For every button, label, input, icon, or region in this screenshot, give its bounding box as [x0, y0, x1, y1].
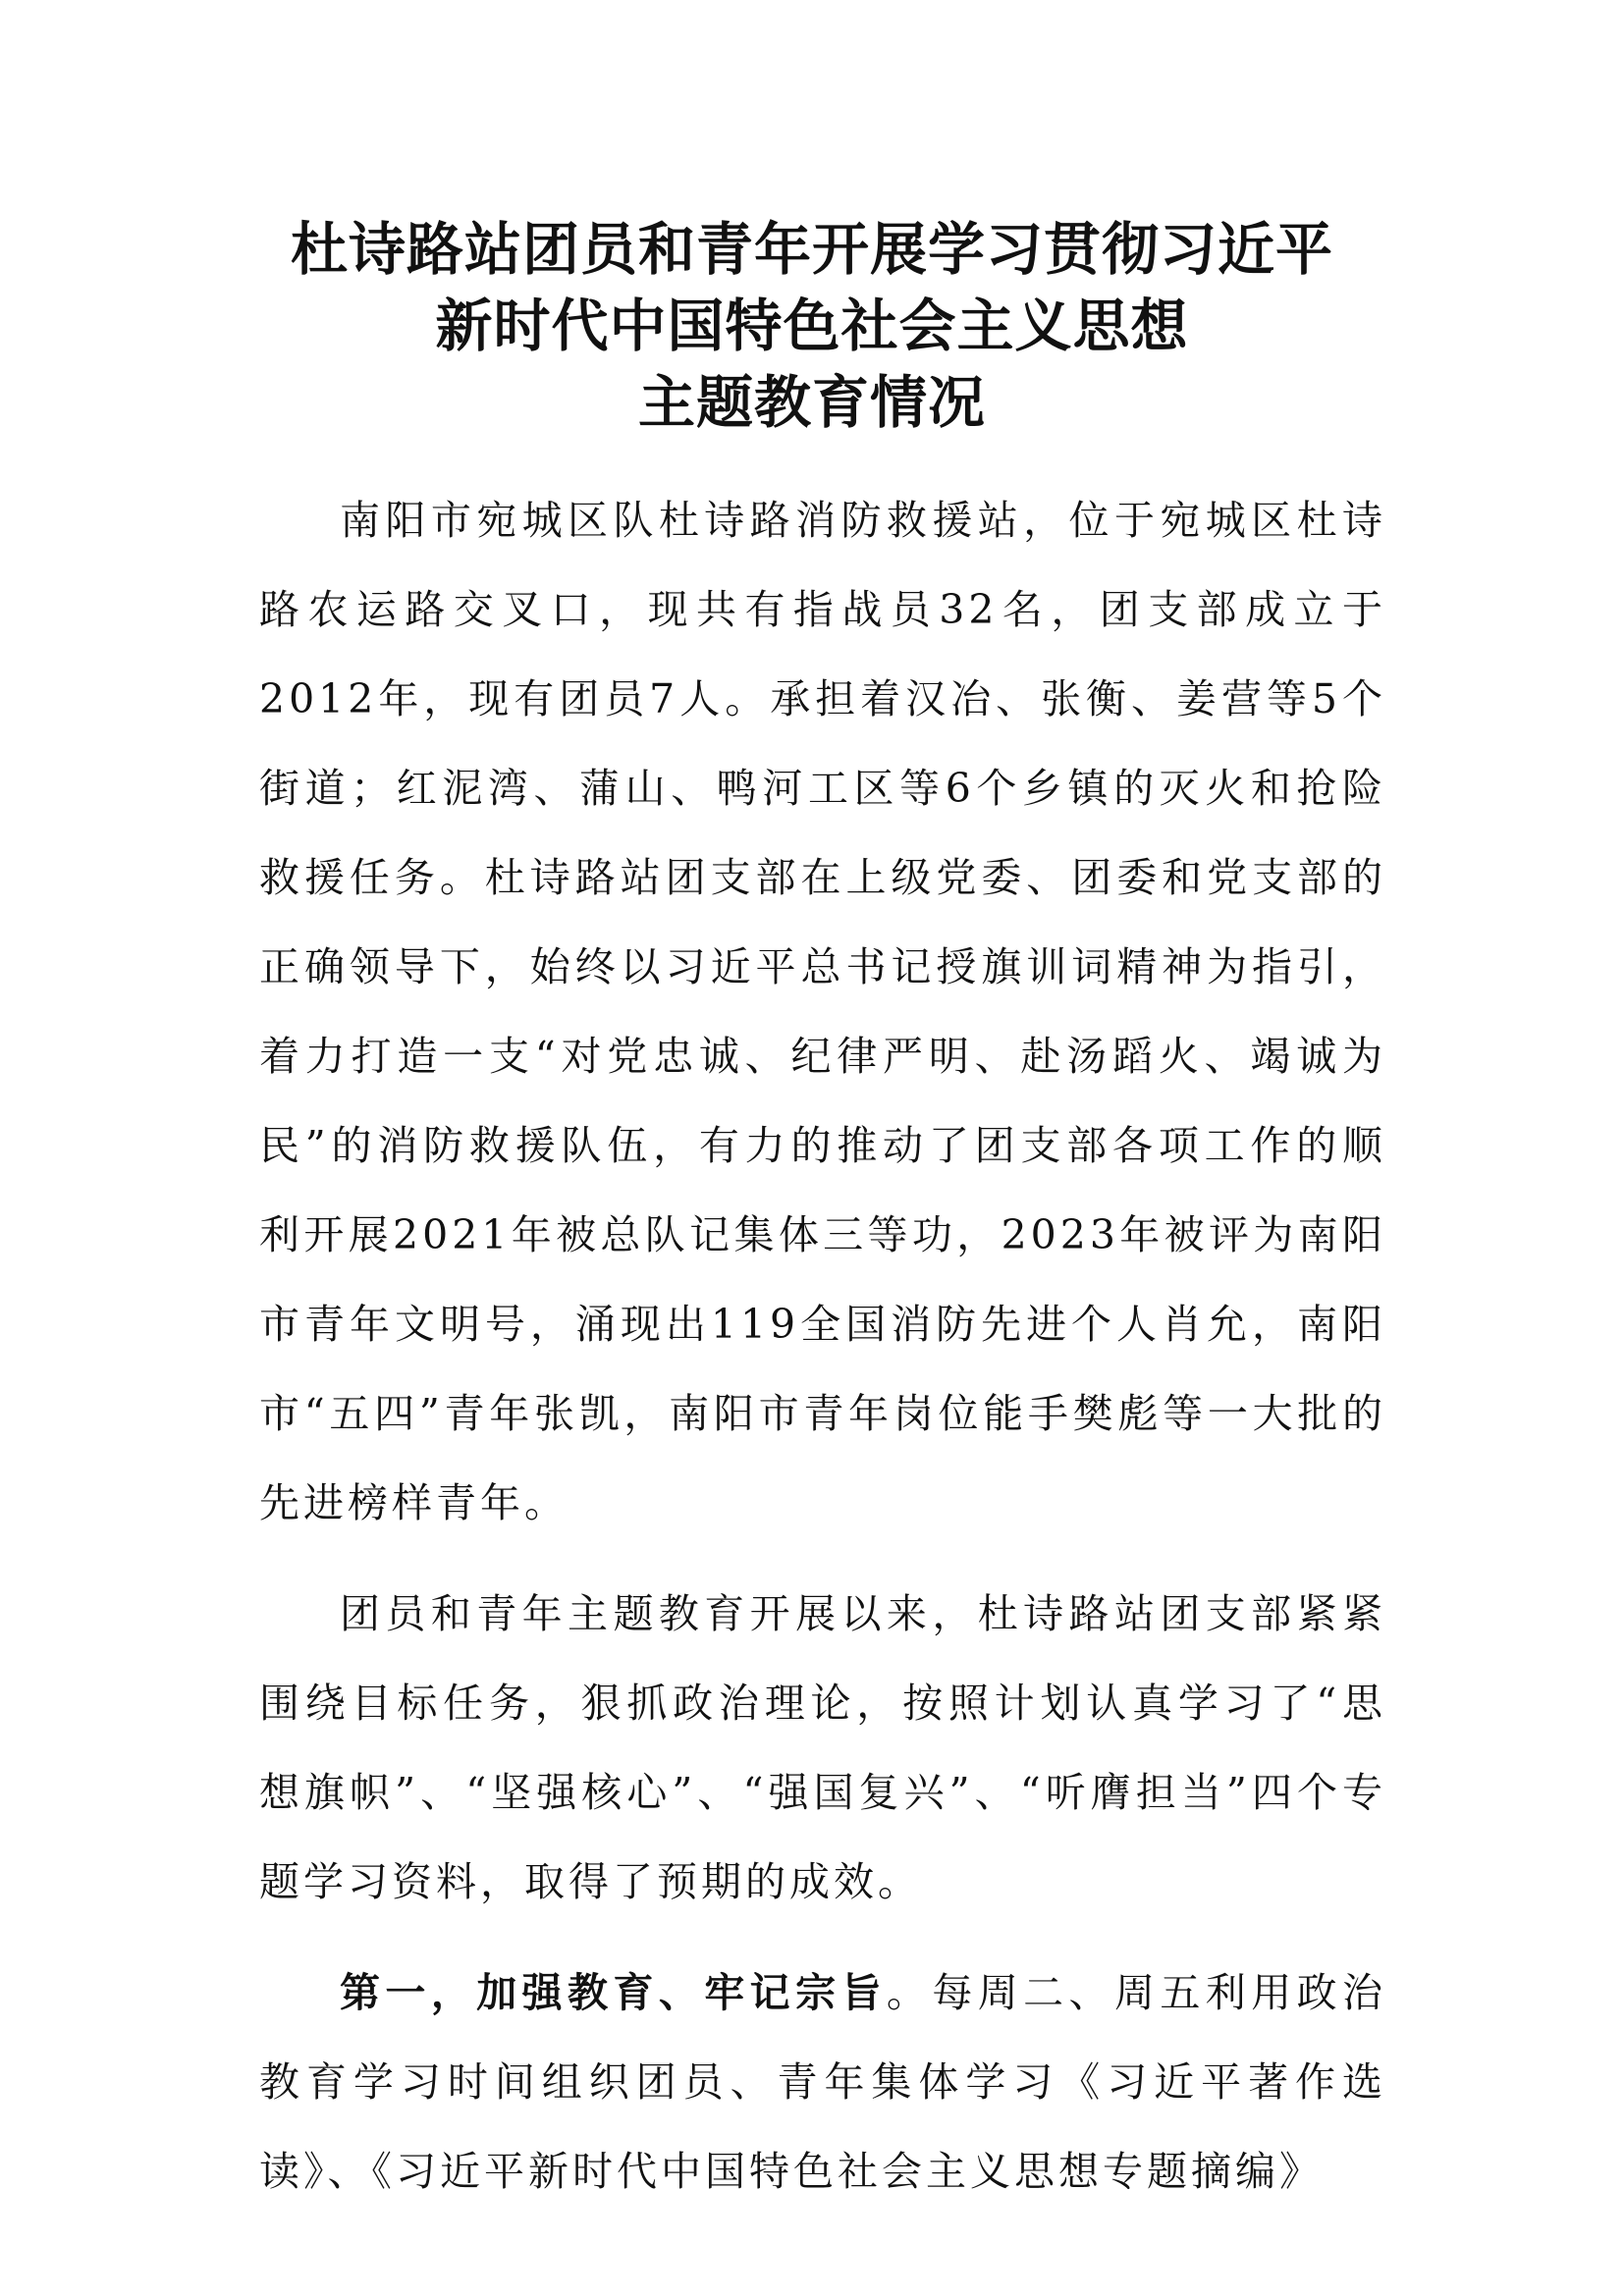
title-line-1: 杜诗路站团员和青年开展学习贯彻习近平	[290, 216, 1333, 283]
title-line-2: 新时代中国特色社会主义思想	[435, 293, 1189, 359]
paragraph-3-lead: 第一，加强教育、牢记宗旨	[340, 1969, 887, 2016]
document-body	[259, 476, 1386, 2216]
document-title	[177, 211, 1447, 441]
paragraph-1: 南阳市宛城区队杜诗路消防救援站，位于宛城区杜诗路农运路交叉口，现共有指战员32名，团支部成立于2012年，现有团员7人。承担着汉冶、张衡、姜营等5个街道；红泥湾、蒲山、鸭河工区等6个乡镇的灭火和抢险救援任务。杜诗路站团支部在上级党委、团委和党支部的正确领导下，始终以习近平总书记授旗训词精神为指引，着力打造一支“对党忠诚、纪律严明、赴汤蹈火、竭诚为民”的消防救援队伍，有力的推动了团支部各项工作的顺利开展2021年被总队记集体三等功，2023年被评为南阳市青年文明号，涌现出119全国消防先进个人肖允，南阳市“五四”青年张凯，南阳市青年岗位能手樊彪等一大批的先进榜样青年。	[259, 497, 1386, 1526]
paragraph-3	[259, 1949, 1386, 2216]
paragraph-3-text: 。每周二、周五利用政治教育学习时间组织团员、青年集体学习《习近平著作选读》、《习近平新时代中国特色社会主义思想专题摘编》	[259, 1969, 1387, 2195]
title-line-3: 主题教育情况	[637, 369, 986, 436]
paragraph-2: 团员和青年主题教育开展以来，杜诗路站团支部紧紧围绕目标任务，狠抓政治理论，按照计划认真学习了“思想旗帜”、“坚强核心”、“强国复兴”、“听膺担当”四个专题学习资料，取得了预期的成效。	[259, 1590, 1386, 1905]
